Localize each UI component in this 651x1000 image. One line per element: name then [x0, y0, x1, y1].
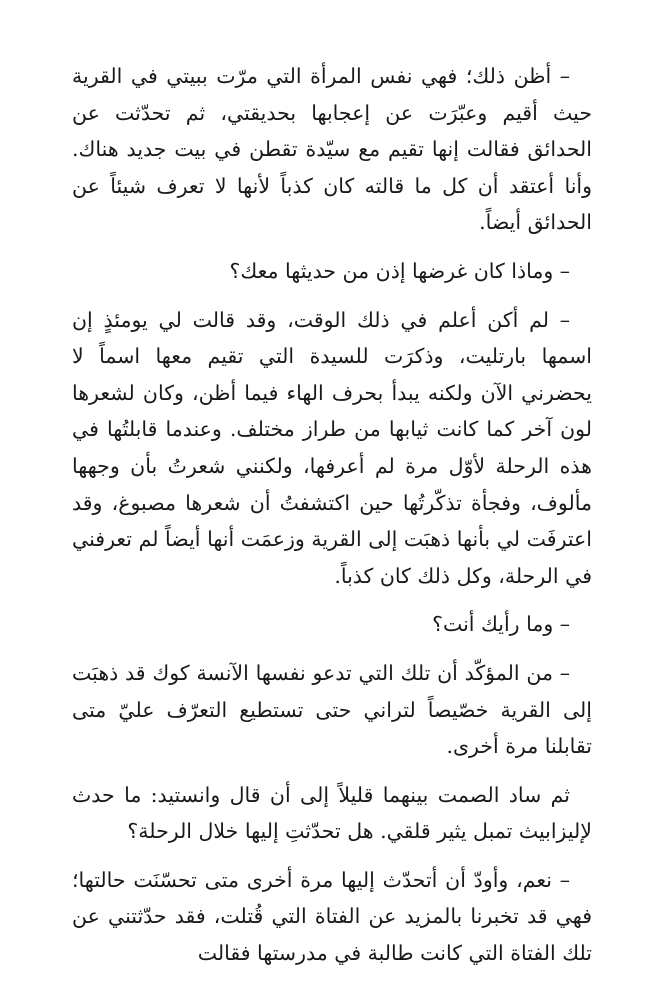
paragraph-6: ثم ساد الصمت بينهما قليلاً إلى أن قال وانستيد: ما حدث لإليزابيث تمبل يثير قلقي. هل تحدّثتِ إليها خلال الرحلة؟	[72, 782, 592, 844]
paragraph-7: – نعم، وأودّ أن أتحدّث إليها مرة أخرى متى تحسّنَت حالتها؛ فهي قد تخبرنا بالمزيد عن الفتاة التي قُتلت، فقد حدّثتني عن تلك الفتاة التي كانت طالبة في مدرستها فقالت	[72, 867, 592, 966]
paragraph-3: – لم أكن أعلم في ذلك الوقت، وقد قالت لي يومئذٍ إن اسمها بارتليت، وذكرَت للسيدة التي تقيم معها اسماً لا يحضرني الآن ولكنه يبدأ بحرف الهاء فيما أظن، وكان لشعرها لون آخر كما كانت ثيابها من طراز مختلف. وعندما قابلتُها في هذه الرحلة لأوّل مرة لم أعرفها، ولكنني شعرتُ بأن وجهها مألوف، وفجأة تذكّرتُها حين اكتشفتُ أن شعرها مصبوغ، وقد اعترفَت لي بأنها ذهبَت إلى القرية وزعمَت أنها أيضاً لم تعرفني في الرحلة، وكل ذلك كان كذباً.	[72, 307, 592, 588]
paragraph-4: – وما رأيك أنت؟	[432, 612, 570, 637]
paragraph-2: – وماذا كان غرضها إذن من حديثها معك؟	[229, 258, 570, 283]
paragraph-1: – أظن ذلك؛ فهي نفس المرأة التي مرّت ببيتي في القرية حيث أقيم وعبّرَت عن إعجابها بحديقتي، ثم تحدّثت عن الحدائق فقالت إنها تقيم مع سيّدة تقطن في بيت جديد هناك. وأنا أعتقد أن كل ما قالته كان كذباً لأنها لا تعرف شيئاً عن الحدائق أيضاً.	[72, 64, 592, 235]
paragraph-5: – من المؤكّد أن تلك التي تدعو نفسها الآنسة كوك قد ذهبَت إلى القرية خصّيصاً لتراني حتى تستطيع التعرّف عليّ متى تقابلنا مرة أخرى.	[72, 660, 592, 759]
book-page	[72, 58, 592, 984]
